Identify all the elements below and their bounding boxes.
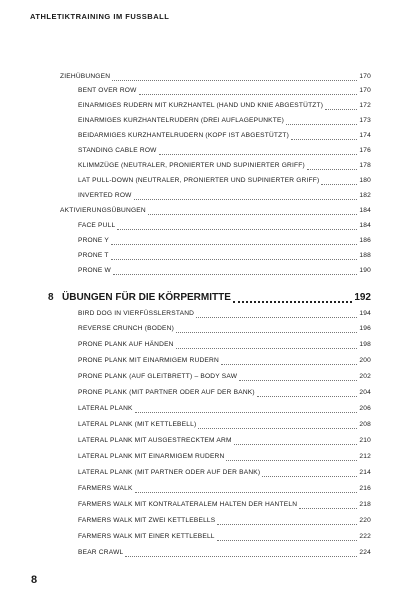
toc-entry-label: FACE PULL [78, 222, 116, 229]
toc-entry-label: BIRD DOG IN VIERFÜSSLERSTAND [78, 310, 195, 317]
leader-dots [111, 253, 358, 260]
toc-entry-page: 186 [359, 237, 371, 244]
toc-entry[interactable] [78, 548, 371, 558]
toc-entry-page: 198 [359, 341, 371, 348]
toc-entry-label: PRONE PLANK (MIT PARTNER ODER AUF DER BANK) [78, 389, 255, 396]
toc-entry[interactable] [78, 484, 371, 494]
toc-entry[interactable] [78, 251, 371, 261]
toc-entry[interactable] [78, 236, 371, 246]
toc-entry[interactable] [78, 161, 371, 171]
toc-entry-page: 202 [359, 373, 371, 380]
leader-dots [291, 133, 357, 140]
toc-entry-page: 184 [359, 207, 371, 214]
leader-dots [111, 238, 357, 245]
toc-entry-label: PRONE PLANK AUF HÄNDEN [78, 341, 174, 348]
toc-entry-label: INVERTED ROW [78, 192, 132, 199]
toc-entry-page: 188 [359, 252, 371, 259]
toc-entry[interactable] [78, 116, 371, 126]
leader-dots [217, 518, 357, 525]
toc-entry-label: FARMERS WALK MIT ZWEI KETTLEBELLS [78, 517, 216, 524]
toc-entry-label: PRONE PLANK MIT EINARMIGEM RUDERN [78, 357, 219, 364]
leader-dots [117, 223, 357, 230]
leader-dots [176, 326, 357, 333]
toc-entry-page: 200 [359, 357, 371, 364]
running-header [30, 12, 169, 21]
toc-entry-label: FARMERS WALK [78, 485, 133, 492]
toc-entry[interactable] [78, 532, 371, 542]
toc-entry[interactable] [78, 372, 371, 382]
leader-dots [233, 293, 352, 303]
leader-dots [159, 148, 358, 155]
toc-entry[interactable] [78, 500, 371, 510]
toc-entry-label: LATERAL PLANK (MIT KETTLEBELL) [78, 421, 197, 428]
leader-dots [148, 208, 358, 215]
toc-entry-label: BEIDARMIGES KURZHANTELRUDERN (KOPF IST ABGESTÜTZT) [78, 132, 290, 139]
leader-dots [112, 74, 357, 81]
toc-entry-page: 180 [359, 177, 371, 184]
leader-dots [198, 422, 357, 429]
chapter-title: ÜBUNGEN FÜR DIE KÖRPERMITTE [62, 292, 231, 303]
toc-entry-page: 222 [359, 533, 371, 540]
leader-dots [196, 311, 357, 318]
leader-dots [321, 178, 357, 185]
header-title-part1: ATHLETIKTRAINING [30, 12, 111, 21]
toc-entry-page: 204 [359, 389, 371, 396]
toc-entry[interactable] [78, 146, 371, 156]
chapter-page: 192 [354, 292, 371, 303]
toc-entry[interactable] [78, 86, 371, 96]
toc-entry-label: FARMERS WALK MIT KONTRALATERALEM HALTEN DER HANTELN [78, 501, 298, 508]
toc-entry-page: 224 [359, 549, 371, 556]
toc-entry-label: LATERAL PLANK [78, 405, 133, 412]
toc-entry-label: PRONE T [78, 252, 109, 259]
toc-entry-page: 190 [359, 267, 371, 274]
toc-entry-page: 216 [359, 485, 371, 492]
toc-entry[interactable] [78, 516, 371, 526]
toc-entry-page: 218 [359, 501, 371, 508]
toc-entry-page: 220 [359, 517, 371, 524]
toc-entry[interactable] [78, 356, 371, 366]
toc-entry[interactable] [78, 404, 371, 414]
leader-dots [286, 118, 357, 125]
header-title-part2: IM FUSSBALL [113, 12, 170, 21]
leader-dots [239, 374, 357, 381]
leader-dots [325, 103, 357, 110]
toc-entry-label: FARMERS WALK MIT EINER KETTLEBELL [78, 533, 215, 540]
leader-dots [217, 534, 358, 541]
leader-dots [135, 406, 358, 413]
toc-entry[interactable] [78, 420, 371, 430]
toc-entry-page: 178 [359, 162, 371, 169]
toc-entry[interactable] [78, 324, 371, 334]
toc-entry-page: 212 [359, 453, 371, 460]
toc-entry[interactable] [78, 191, 371, 201]
toc-entry-label: PRONE Y [78, 237, 109, 244]
leader-dots [135, 486, 358, 493]
toc-entry-label: LAT PULL-DOWN (NEUTRALER, PRONIERTER UND SUPINIERTER GRIFF) [78, 177, 320, 184]
toc-entry-page: 214 [359, 469, 371, 476]
toc-entry[interactable] [78, 221, 371, 231]
toc-entry[interactable] [78, 309, 371, 319]
toc-entry-page: 170 [359, 73, 371, 80]
toc-entry[interactable] [78, 436, 371, 446]
toc-entry-page: 172 [359, 102, 371, 109]
toc-entry-page: 196 [359, 325, 371, 332]
toc-entry-page: 173 [359, 117, 371, 124]
leader-dots [176, 342, 358, 349]
toc-entry-page: 174 [359, 132, 371, 139]
toc-entry-label: PRONE W [78, 267, 111, 274]
leader-dots [113, 268, 357, 275]
toc-entry-label: EINARMIGES RUDERN MIT KURZHANTEL (HAND UND KNIE ABGESTÜTZT) [78, 102, 324, 109]
toc-entry-page: 206 [359, 405, 371, 412]
toc-entry[interactable] [60, 206, 371, 216]
toc-entry-page: 208 [359, 421, 371, 428]
leader-dots [221, 358, 357, 365]
toc-entry[interactable] [78, 101, 371, 111]
toc-entry-label: STANDING CABLE ROW [78, 147, 157, 154]
toc-entry-label: LATERAL PLANK (MIT PARTNER ODER AUF DER BANK) [78, 469, 261, 476]
toc-entry[interactable] [78, 452, 371, 462]
toc-entry-label: ZIEHÜBUNGEN [60, 73, 111, 80]
toc-entry[interactable] [78, 266, 371, 276]
toc-entry-page: 182 [359, 192, 371, 199]
leader-dots [226, 454, 357, 461]
toc-entry-label: LATERAL PLANK MIT EINARMIGEM RUDERN [78, 453, 225, 460]
leader-dots [134, 193, 358, 200]
toc-entry-label: REVERSE CRUNCH (BODEN) [78, 325, 174, 332]
toc-entry-label: LATERAL PLANK MIT AUSGESTRECKTEM ARM [78, 437, 232, 444]
toc-entry-label: BEAR CRAWL [78, 549, 124, 556]
toc-entry-page: 184 [359, 222, 371, 229]
chapter-heading[interactable] [48, 292, 371, 303]
toc-entry-label: BENT OVER ROW [78, 87, 137, 94]
leader-dots [234, 438, 358, 445]
leader-dots [125, 550, 357, 557]
leader-dots [262, 470, 357, 477]
page-number: 8 [31, 574, 38, 586]
toc-entry-label: PRONE PLANK (AUF GLEITBRETT) – BODY SAW [78, 373, 238, 380]
toc-entry[interactable] [78, 131, 371, 141]
toc-entry[interactable] [60, 72, 371, 82]
toc-entry-page: 210 [359, 437, 371, 444]
toc-entry-label: EINARMIGES KURZHANTELRUDERN (DREI AUFLAGEPUNKTE) [78, 117, 284, 124]
toc-entry[interactable] [78, 388, 371, 398]
toc-entry-page: 194 [359, 310, 371, 317]
leader-dots [299, 502, 357, 509]
toc-entry-page: 176 [359, 147, 371, 154]
toc-entry-label: AKTIVIERUNGSÜBUNGEN [60, 207, 146, 214]
leader-dots [307, 163, 357, 170]
leader-dots [139, 88, 358, 95]
toc-entry[interactable] [78, 340, 371, 350]
toc-entry-page: 170 [359, 87, 371, 94]
toc-entry[interactable] [78, 468, 371, 478]
leader-dots [257, 390, 358, 397]
toc-entry[interactable] [78, 176, 371, 186]
chapter-number: 8 [48, 292, 54, 303]
toc-entry-label: KLIMMZÜGE (NEUTRALER, PRONIERTER UND SUPINIERTER GRIFF) [78, 162, 305, 169]
